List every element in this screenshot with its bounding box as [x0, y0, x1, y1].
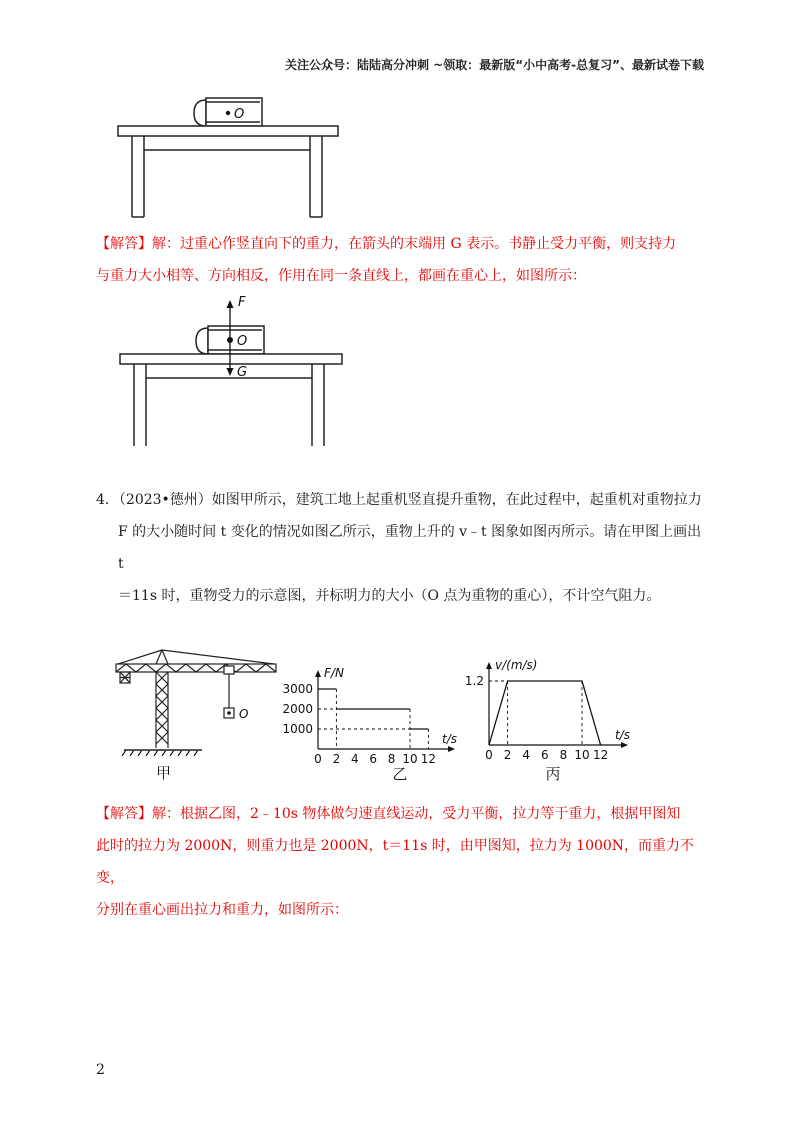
question-4 [96, 484, 706, 612]
figure-caption-bing: 丙 [545, 765, 561, 783]
x-axis-arrow [448, 746, 455, 752]
x-tick-label: 8 [387, 752, 396, 766]
answer-2-line-1: 解：根据乙图，2﹣10s 物体做匀速直线运动，受力平衡，拉力等于重力，根据甲图知 [152, 806, 681, 822]
x-tick-label: 2 [503, 748, 512, 762]
force-f-label: F [238, 295, 246, 310]
x-tick-label: 2 [332, 752, 341, 766]
answer-2 [96, 798, 706, 926]
answer-2-line-2: 此时的拉力为 2000N，则重力也是 2000N，t＝11s 时，由甲图知，拉力为 1000N，而重力不变， [96, 838, 695, 886]
x-tick-label: 6 [540, 748, 549, 762]
figure-caption-jia: 甲 [156, 764, 172, 782]
y-axis-arrow [315, 670, 321, 677]
book-forces-figure [110, 294, 355, 450]
answer-2-tag: 【解答】 [96, 806, 152, 822]
y-tick-label: 3000 [282, 682, 313, 696]
force-time-chart [282, 645, 467, 785]
answer-1-line-2: 与重力大小相等、方向相反，作用在同一条直线上，都画在重心上，如图所示： [96, 268, 586, 284]
velocity-time-chart [455, 645, 645, 785]
y-tick-label: 1000 [282, 722, 313, 736]
x-tick-label: 12 [420, 752, 437, 766]
y-axis-label: v/(m/s) [495, 658, 538, 672]
velocity-line [489, 681, 601, 745]
question-number: 4． [96, 492, 119, 508]
x-tick-label: 0 [485, 748, 493, 762]
y-axis-label: F/N [324, 666, 344, 680]
x-axis-label: t/s [442, 732, 457, 746]
load-center-label: O [239, 707, 249, 721]
x-tick-label: 8 [559, 748, 568, 762]
answer-1-line-1: 解：过重心作竖直向下的重力，在箭头的末端用 G 表示。书静止受力平衡，则支持力 [152, 236, 677, 252]
x-tick-label: 0 [314, 752, 322, 766]
page-header: 关注公众号：陆陆高分冲刺 ~领取：最新版“小中高考-总复习”、最新试卷下载 [285, 58, 704, 72]
gravity-g-label: G [237, 365, 248, 380]
x-tick-label: 4 [522, 748, 531, 762]
y-axis-arrow [486, 662, 492, 669]
answer-1 [96, 228, 706, 292]
x-axis-label: t/s [615, 728, 630, 742]
x-tick-label: 10 [402, 752, 418, 766]
x-axis-arrow [621, 742, 628, 748]
center-of-gravity-label: O [234, 107, 245, 122]
y-tick-label: 2000 [282, 702, 313, 716]
x-tick-label: 4 [350, 752, 359, 766]
x-tick-label: 12 [592, 748, 609, 762]
question-line-2: F 的大小随时间 t 变化的情况如图乙所示，重物上升的 v﹣t 图象如图丙所示。请在甲图上画出 t [118, 524, 702, 572]
question-line-3: ＝11s 时，重物受力的示意图，并标明力的大小（O 点为重物的重心），不计空气阻力。 [118, 588, 661, 604]
x-tick-label: 6 [369, 752, 378, 766]
y-tick-label: 1.2 [464, 674, 484, 688]
page-number: 2 [96, 1062, 105, 1078]
crane-figure [112, 640, 282, 785]
center-of-gravity-label: O [237, 334, 248, 349]
question-line-1: （2023•德州）如图甲所示，建筑工地上起重机竖直提升重物，在此过程中，起重机对重物拉力 [118, 492, 702, 508]
figure-caption-yi: 乙 [392, 765, 408, 783]
answer-2-line-3: 分别在重心画出拉力和重力，如图所示： [96, 902, 348, 918]
x-tick-label: 10 [574, 748, 590, 762]
book-on-table-figure [110, 92, 350, 222]
answer-1-tag: 【解答】 [96, 236, 152, 252]
